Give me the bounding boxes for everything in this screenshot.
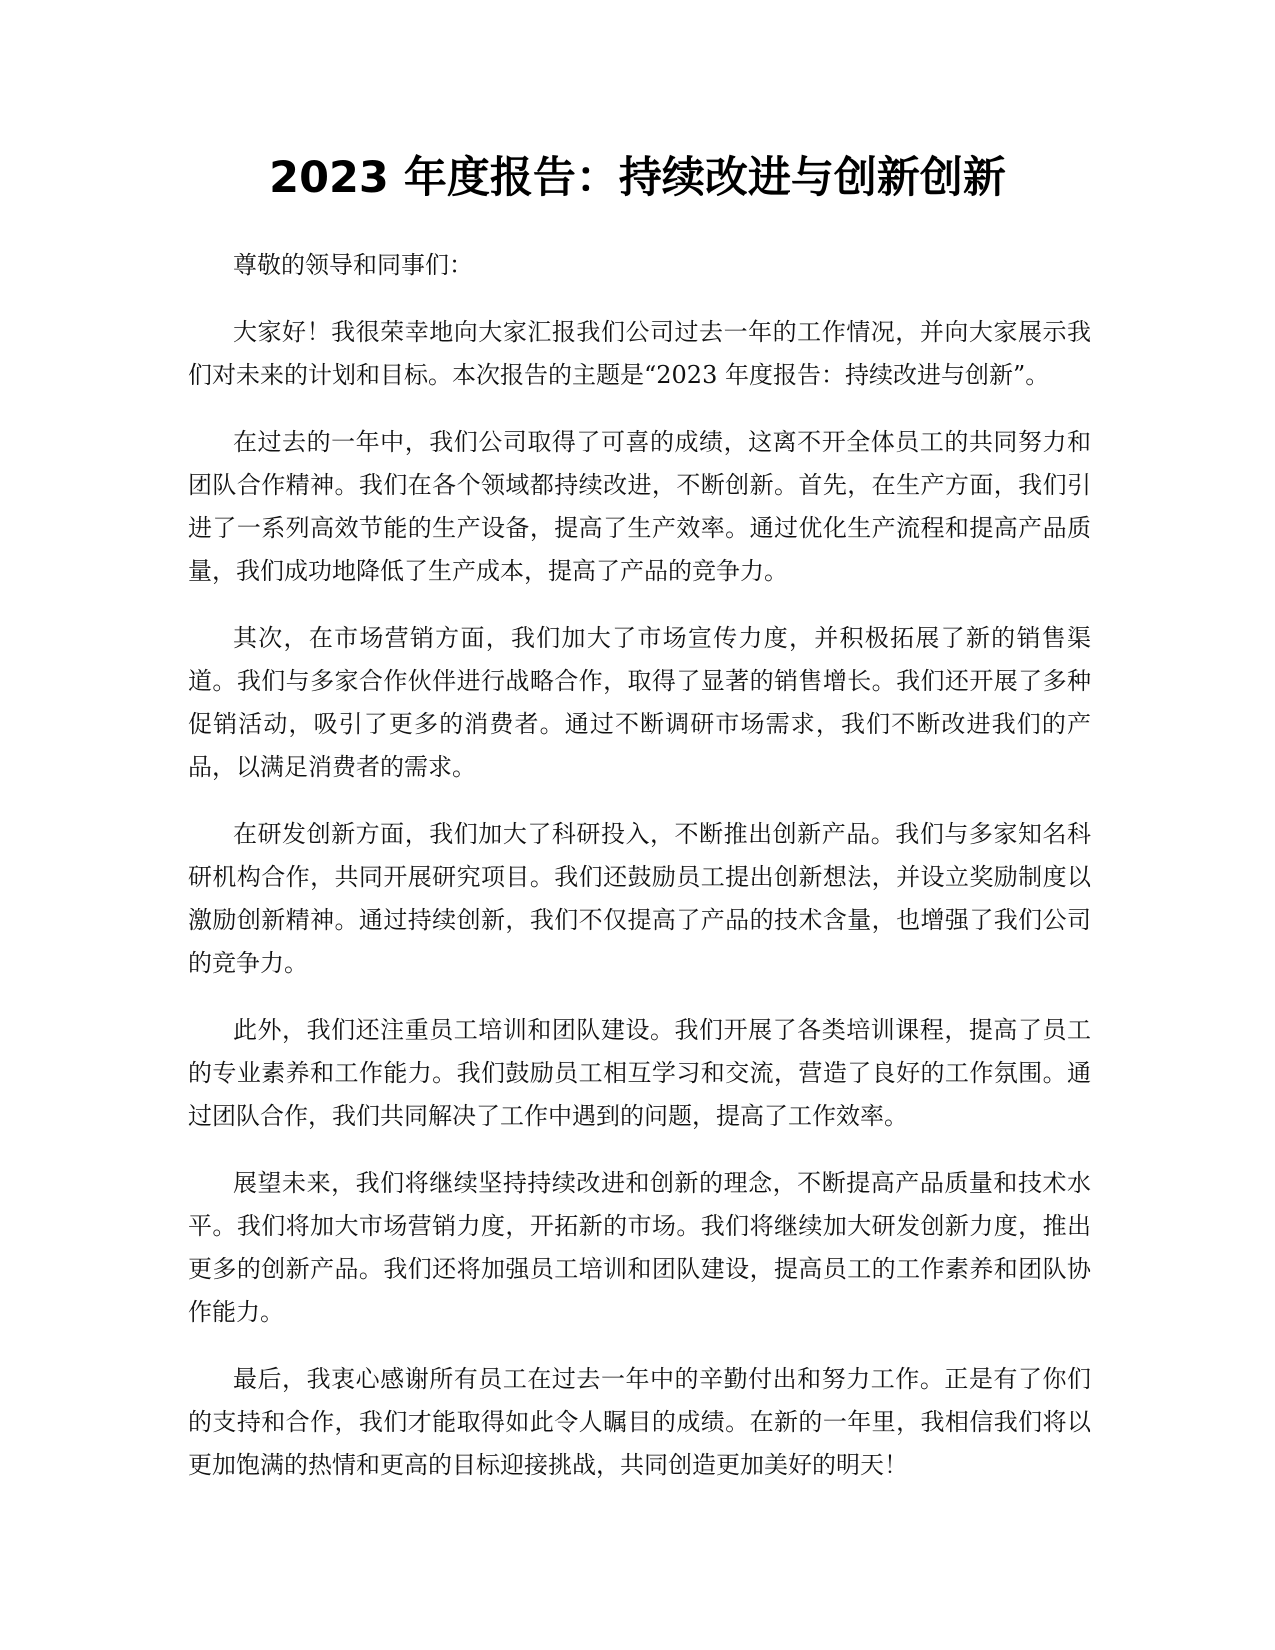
training-paragraph: 此外，我们还注重员工培训和团队建设。我们开展了各类培训课程，提高了员工的专业素养和工作能力。我们鼓励员工相互学习和交流，营造了良好的工作氛围。通过团队合作，我们共同解决了工作中遇到的问题，提高了工作效率。 bbox=[188, 1016, 1091, 1130]
closing-paragraph: 最后，我衷心感谢所有员工在过去一年中的辛勤付出和努力工作。正是有了你们的支持和合作，我们才能取得如此令人瞩目的成绩。在新的一年里，我相信我们将以更加饱满的热情和更高的目标迎接挑战，共同创造更加美好的明天！ bbox=[188, 1365, 1091, 1479]
research-paragraph: 在研发创新方面，我们加大了科研投入，不断推出创新产品。我们与多家知名科研机构合作，共同开展研究项目。我们还鼓励员工提出创新想法，并设立奖励制度以激励创新精神。通过持续创新，我们不仅提高了产品的技术含量，也增强了我们公司的竞争力。 bbox=[188, 820, 1091, 977]
marketing-paragraph: 其次，在市场营销方面，我们加大了市场宣传力度，并积极拓展了新的销售渠道。我们与多家合作伙伴进行战略合作，取得了显著的销售增长。我们还开展了多种促销活动，吸引了更多的消费者。通过不断调研市场需求，我们不断改进我们的产品，以满足消费者的需求。 bbox=[188, 624, 1091, 781]
salutation-paragraph: 尊敬的领导和同事们： bbox=[233, 251, 473, 279]
document-body bbox=[188, 244, 1091, 1511]
production-paragraph: 在过去的一年中，我们公司取得了可喜的成绩，这离不开全体员工的共同努力和团队合作精神。我们在各个领域都持续改进，不断创新。首先，在生产方面，我们引进了一系列高效节能的生产设备，提高了生产效率。通过优化生产流程和提高产品质量，我们成功地降低了生产成本，提高了产品的竞争力。 bbox=[188, 428, 1091, 585]
document-title: 2023 年度报告：持续改进与创新创新 bbox=[269, 153, 1006, 203]
greeting-paragraph: 大家好！我很荣幸地向大家汇报我们公司过去一年的工作情况，并向大家展示我们对未来的计划和目标。本次报告的主题是“2023 年度报告：持续改进与创新”。 bbox=[188, 318, 1091, 389]
outlook-paragraph: 展望未来，我们将继续坚持持续改进和创新的理念，不断提高产品质量和技术水平。我们将加大市场营销力度，开拓新的市场。我们将继续加大研发创新力度，推出更多的创新产品。我们还将加强员工培训和团队建设，提高员工的工作素养和团队协作能力。 bbox=[188, 1169, 1091, 1326]
